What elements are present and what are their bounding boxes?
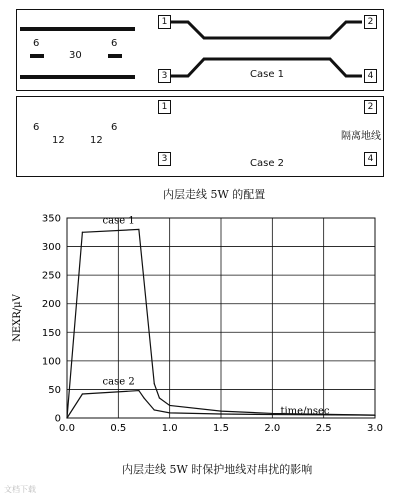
data-point <box>138 229 139 230</box>
data-point <box>159 397 160 398</box>
x-axis-label: time/nsec <box>280 406 330 417</box>
case2-label: Case 2 <box>250 158 285 169</box>
data-point <box>138 390 139 391</box>
data-point <box>143 397 144 398</box>
y-tick-label: 50 <box>48 384 61 396</box>
y-tick-label: 250 <box>41 270 61 282</box>
case1-port-2: 2 <box>364 15 377 29</box>
data-point <box>82 232 83 233</box>
x-tick-label: 1.0 <box>161 423 178 434</box>
case2-port-4: 4 <box>364 152 377 166</box>
case2-port-1: 1 <box>158 100 171 114</box>
x-tick-label: 1.5 <box>213 423 229 434</box>
x-tick-label: 0.5 <box>110 423 127 434</box>
y-tick-label: 350 <box>41 213 61 225</box>
data-point <box>169 412 170 413</box>
data-point <box>272 414 273 415</box>
y-axis-label: NEXR/μV <box>12 294 23 342</box>
case1-port-3: 3 <box>158 69 171 83</box>
case2-dim-left: 6 <box>33 122 40 133</box>
series-label: case 1 <box>102 215 135 227</box>
data-point <box>66 417 67 418</box>
data-point <box>154 409 155 410</box>
case1-dim-left: 6 <box>33 38 40 49</box>
data-point <box>154 383 155 384</box>
y-tick-label: 100 <box>41 356 61 368</box>
series-label: case 2 <box>102 376 135 388</box>
data-point <box>169 405 170 406</box>
case2-dim-right: 6 <box>111 122 118 133</box>
y-tick-label: 200 <box>41 299 61 311</box>
case1-dim-mid: 30 <box>69 50 82 61</box>
case2-port-2: 2 <box>364 100 377 114</box>
case2-guard-label: 隔离地线 <box>341 131 381 142</box>
bottom-caption: 内层走线 5W 时保护地线对串扰的影响 <box>122 463 313 476</box>
top-caption: 内层走线 5W 的配置 <box>163 188 266 201</box>
x-tick-label: 2.5 <box>315 423 332 434</box>
data-point <box>374 415 375 416</box>
y-tick-label: 150 <box>41 327 61 339</box>
case2-dim-mid-left: 12 <box>52 135 65 146</box>
data-point <box>272 413 273 414</box>
case2-port-3: 3 <box>158 152 171 166</box>
data-point <box>82 393 83 394</box>
data-point <box>220 411 221 412</box>
x-tick-label: 0.0 <box>59 423 75 434</box>
data-point <box>220 413 221 414</box>
watermark: 文档下载 <box>4 485 36 494</box>
x-tick-label: 2.0 <box>264 423 281 434</box>
case1-label: Case 1 <box>250 69 285 80</box>
case1-port-4: 4 <box>364 69 377 83</box>
y-tick-label: 300 <box>41 242 61 254</box>
y-tick-label: 0 <box>54 413 61 425</box>
case1-dim-right: 6 <box>111 38 118 49</box>
case1-port-1: 1 <box>158 15 171 29</box>
x-tick-label: 3.0 <box>367 423 383 434</box>
case2-dim-mid-right: 12 <box>90 135 103 146</box>
